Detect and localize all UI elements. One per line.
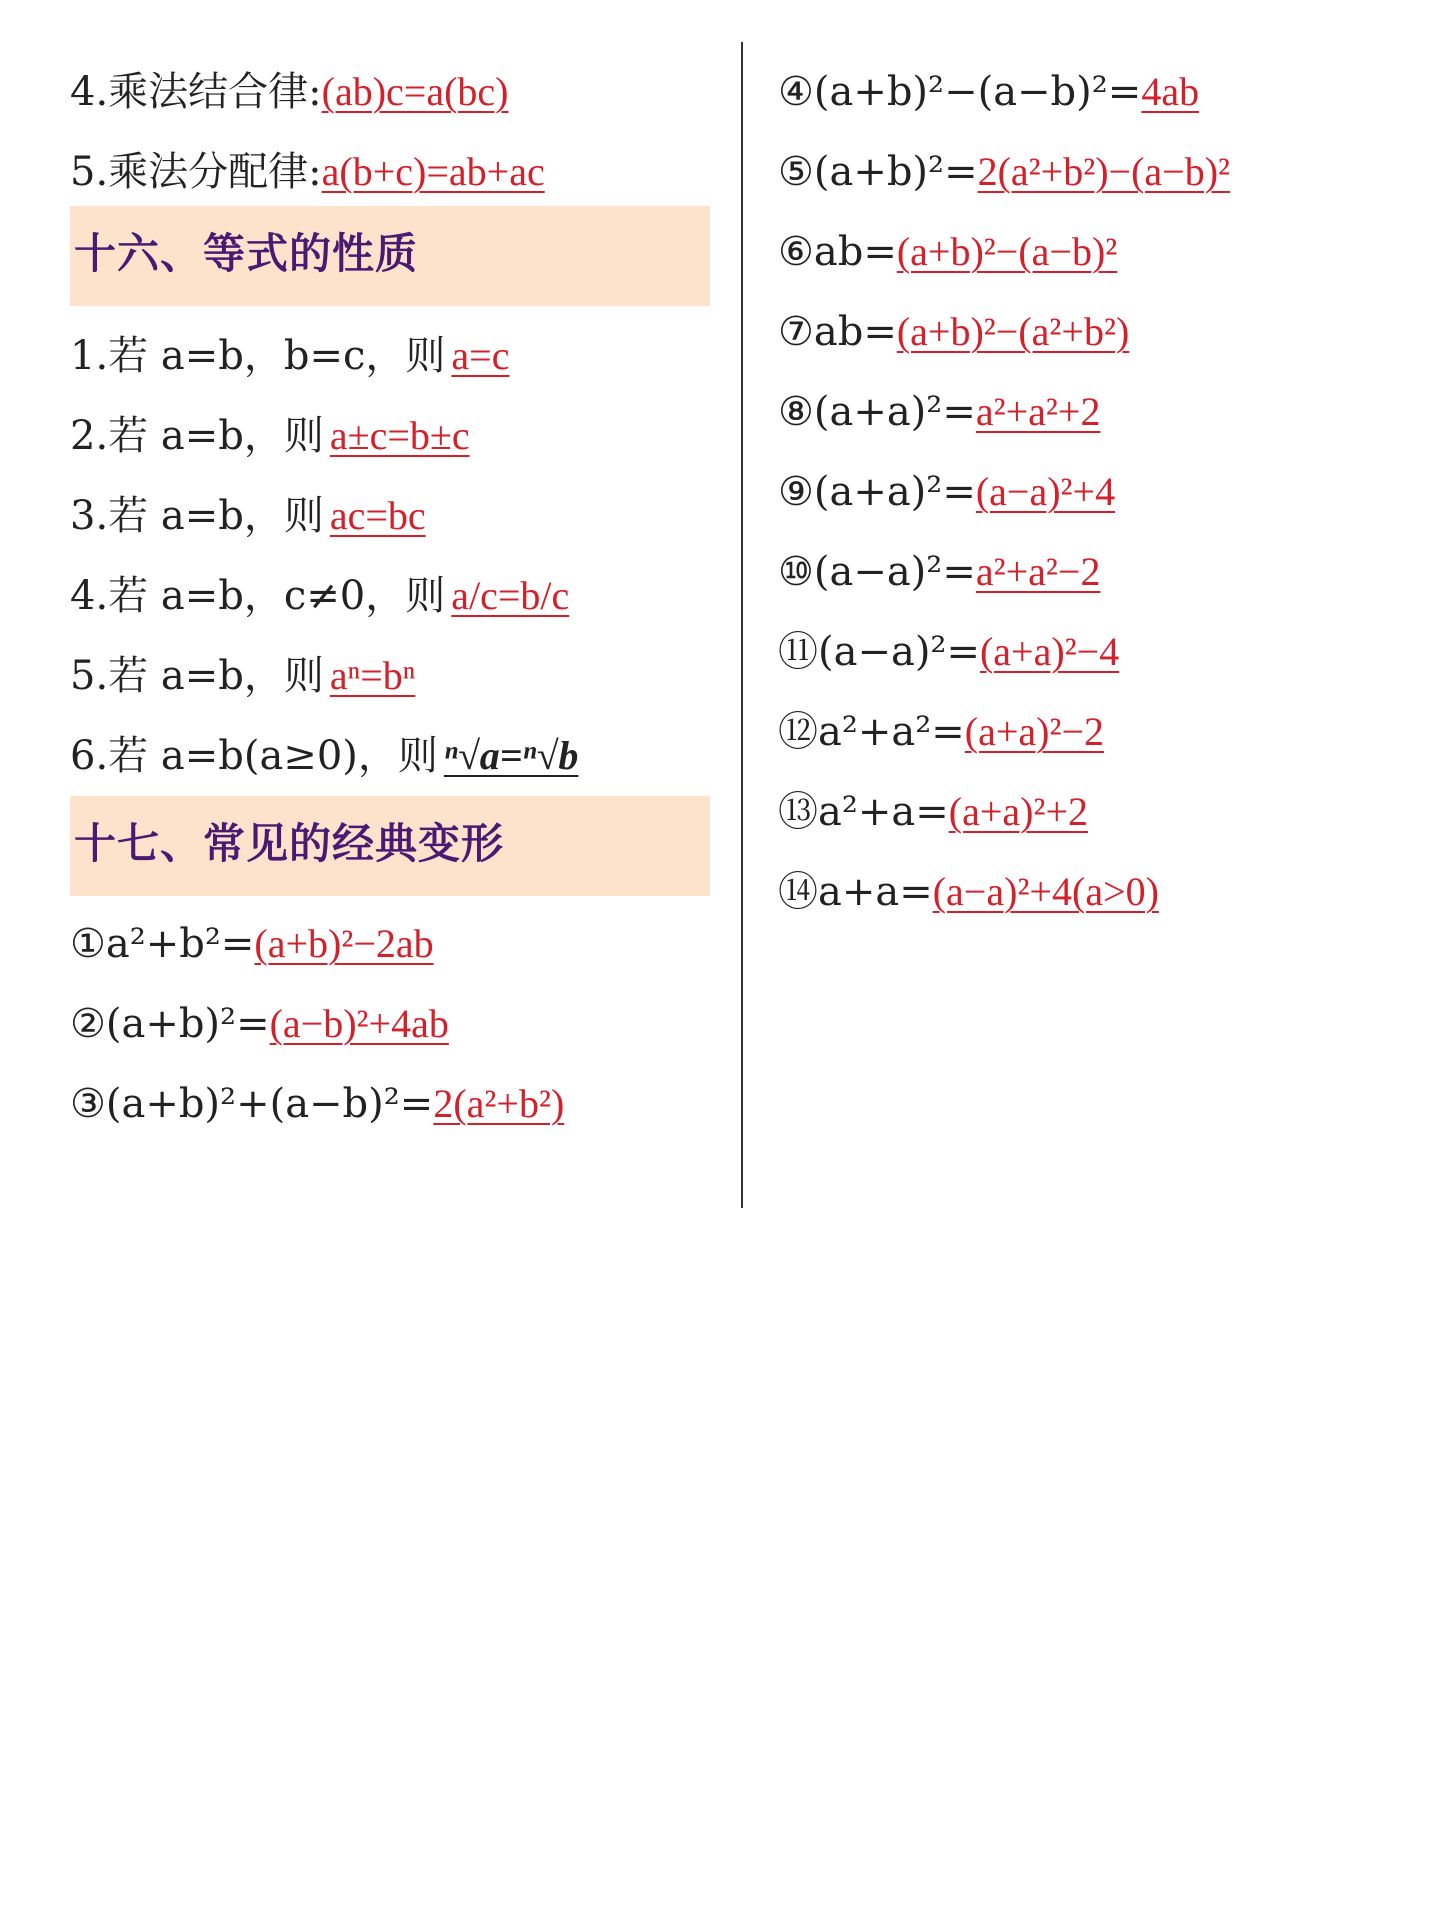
property-line [70, 410, 470, 462]
identity-answer: 4ab [1141, 69, 1200, 114]
identity-answer: (a−a)²+4(a>0) [932, 869, 1159, 914]
identity-prefix: ⑨(a+a)²= [778, 469, 976, 515]
identity-prefix: ⑥ab= [778, 229, 897, 275]
identity-answer: (a+b)²−(a²+b²) [896, 309, 1130, 354]
identity-answer: 2(a²+b²)−(a−b)² [977, 149, 1231, 194]
identity-answer: 2(a²+b²) [433, 1081, 565, 1126]
identity-line [778, 146, 1230, 198]
identity-line [778, 546, 1100, 598]
column-divider [741, 42, 743, 1208]
identity-line [70, 998, 449, 1050]
formula-line [70, 146, 545, 198]
identity-answer: a²+a²+2 [975, 389, 1101, 434]
identity-answer: (a+a)²+2 [948, 789, 1089, 834]
identity-prefix: ⑧(a+a)²= [778, 389, 976, 435]
identity-line [778, 626, 1119, 678]
identity-prefix: ②(a+b)²= [70, 1001, 270, 1047]
section-17-header [70, 796, 710, 896]
property-prefix: 4.若 a=b，c≠0，则 [70, 573, 446, 619]
formula-prefix: 5.乘法分配律: [70, 149, 322, 195]
identity-answer: (a+b)²−2ab [254, 921, 434, 966]
identity-prefix: ⑬a²+a= [778, 789, 949, 835]
identity-line [778, 466, 1115, 518]
property-prefix: 3.若 a=b，则 [70, 493, 324, 539]
identity-prefix: ⑦ab= [778, 309, 897, 355]
property-answer: aⁿ=bⁿ [329, 653, 416, 698]
property-prefix: 1.若 a=b，b=c，则 [70, 333, 446, 379]
identity-line [778, 386, 1100, 438]
identity-prefix: ④(a+b)²−(a−b)²= [778, 69, 1142, 115]
identity-line [778, 66, 1199, 118]
identity-prefix: ①a²+b²= [70, 921, 255, 967]
property-answer: a=c [451, 333, 510, 378]
formula-prefix: 4.乘法结合律: [70, 69, 322, 115]
identity-answer: (a+a)²−2 [964, 709, 1105, 754]
property-line [70, 570, 569, 622]
identity-prefix: ⑭a+a= [778, 869, 933, 915]
identity-answer: (a−a)²+4 [975, 469, 1116, 514]
identity-prefix: ⑩(a−a)²= [778, 549, 976, 595]
identity-answer: a²+a²−2 [975, 549, 1101, 594]
section-16-header [70, 206, 710, 306]
section-16-title: 十六、等式的性质 [74, 229, 419, 278]
identity-answer: (a+a)²−4 [979, 629, 1120, 674]
property-answer: a/c=b/c [451, 573, 570, 618]
identity-prefix: ⑪(a−a)²= [778, 629, 980, 675]
identity-line [70, 918, 434, 970]
property-answer: ⁿ√a=ⁿ√b [443, 733, 579, 778]
property-line [70, 330, 509, 382]
identity-line [778, 306, 1129, 358]
property-prefix: 5.若 a=b，则 [70, 653, 324, 699]
identity-line [778, 226, 1117, 278]
identity-prefix: ③(a+b)²+(a−b)²= [70, 1081, 434, 1127]
identity-prefix: ⑤(a+b)²= [778, 149, 978, 195]
formula-answer: a(b+c)=ab+ac [321, 149, 545, 194]
property-line [70, 490, 426, 542]
property-prefix: 2.若 a=b，则 [70, 413, 324, 459]
formula-line [70, 66, 509, 118]
property-answer: a±c=b±c [329, 413, 470, 458]
identity-prefix: ⑫a²+a²= [778, 709, 965, 755]
identity-line [778, 786, 1088, 838]
section-17-title: 十七、常见的经典变形 [74, 819, 505, 868]
identity-answer: (a−b)²+4ab [269, 1001, 449, 1046]
identity-line [778, 866, 1159, 918]
formula-answer: (ab)c=a(bc) [321, 69, 509, 114]
identity-answer: (a+b)²−(a−b)² [896, 229, 1118, 274]
identity-line [70, 1078, 564, 1130]
property-prefix: 6.若 a=b(a≥0)，则 [70, 733, 438, 779]
property-line [70, 730, 578, 782]
property-line [70, 650, 415, 702]
property-answer: ac=bc [329, 493, 426, 538]
identity-line [778, 706, 1104, 758]
